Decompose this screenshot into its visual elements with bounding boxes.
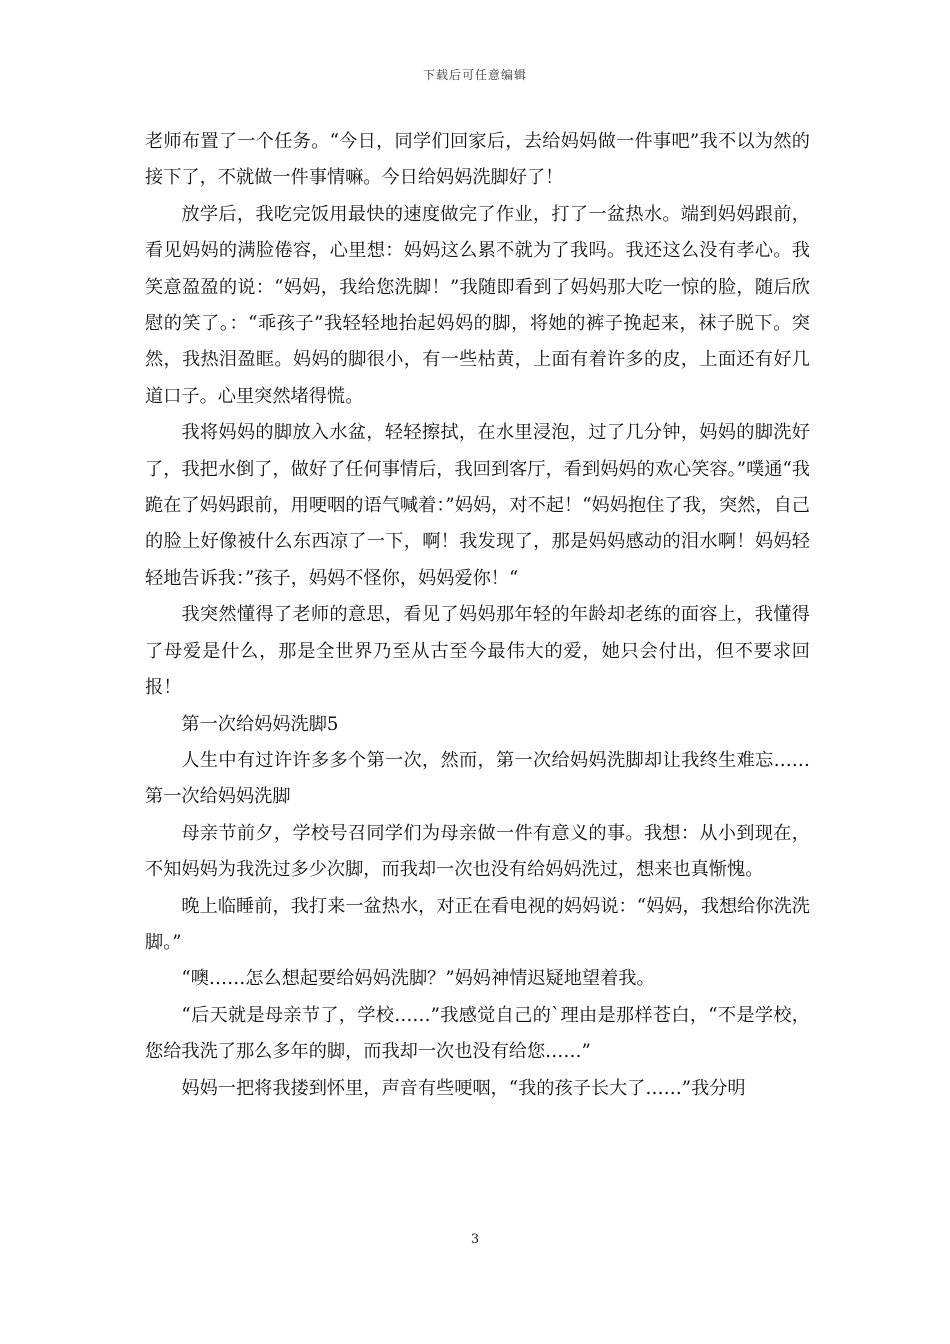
paragraph-9: “噢……怎么想起要给妈妈洗脚？”妈妈神情迟疑地望着我。: [181, 968, 655, 990]
paragraph-1: 老师布置了一个任务。“今日，同学们回家后，去给妈妈做一件事吧”我不以为然的接下了，不就做一件事情嘛。今日给妈妈洗脚好了！: [145, 131, 810, 189]
document-body: [145, 124, 810, 1107]
page-number: 3: [470, 1232, 480, 1247]
paragraph-2: 放学后，我吃完饭用最快的速度做完了作业，打了一盆热水。端到妈妈跟前，看见妈妈的满脸倦容，心里想：妈妈这么累不就为了我吗。我还这么没有孝心。我笑意盈盈的说：“妈妈，我给您洗脚！”我随即看到了妈妈那大吃一惊的脸，随后欣慰的笑了。：“乖孩子”我轻轻地抬起妈妈的脚，将她的裤子挽起来，袜子脱下。突然，我热泪盈眶。妈妈的脚很小，有一些枯黄，上面有着许多的皮，上面还有好几道口子。心里突然堵得慌。: [145, 203, 810, 407]
paragraph-4: 我突然懂得了老师的意思，看见了妈妈那年轻的年龄却老练的面容上，我懂得了母爱是什么，那是全世界乃至从古至今最伟大的爱，她只会付出，但不要求回报！: [145, 604, 810, 699]
page-header: 下载后可任意编辑: [422, 68, 527, 82]
paragraph-8: 晚上临睡前，我打来一盆热水，对正在看电视的妈妈说：“妈妈，我想给你洗洗脚。”: [145, 895, 810, 953]
paragraph-7: 母亲节前夕，学校号召同学们为母亲做一件有意义的事。我想：从小到现在，不知妈妈为我洗过多少次脚，而我却一次也没有给妈妈洗过，想来也真惭愧。: [145, 822, 810, 881]
paragraph-6: 人生中有过许许多多个第一次，然而，第一次给妈妈洗脚却让我终生难忘……第一次给妈妈洗脚: [145, 749, 810, 808]
paragraph-10: “后天就是母亲节了，学校……”我感觉自己的`理由是那样苍白，“不是学校，您给我洗了那么多年的脚，而我却一次也没有给您……”: [145, 1004, 810, 1063]
paragraph-3: 我将妈妈的脚放入水盆，轻轻擦拭，在水里浸泡，过了几分钟，妈妈的脚洗好了，我把水倒了，做好了任何事情后，我回到客厅，看到妈妈的欢心笑容。”噗通“我跪在了妈妈跟前，用哽咽的语气喊着：”妈妈，对不起！“妈妈抱住了我，突然，自己的脸上好像被什么东西凉了一下，啊！我发现了，那是妈妈感动的泪水啊！妈妈轻轻地告诉我：”孩子，妈妈不怪你，妈妈爱你！“: [145, 422, 810, 589]
section-heading: 第一次给妈妈洗脚5: [181, 713, 339, 735]
paragraph-11: 妈妈一把将我搂到怀里，声音有些哽咽，“我的孩子长大了……”我分明: [181, 1077, 746, 1099]
